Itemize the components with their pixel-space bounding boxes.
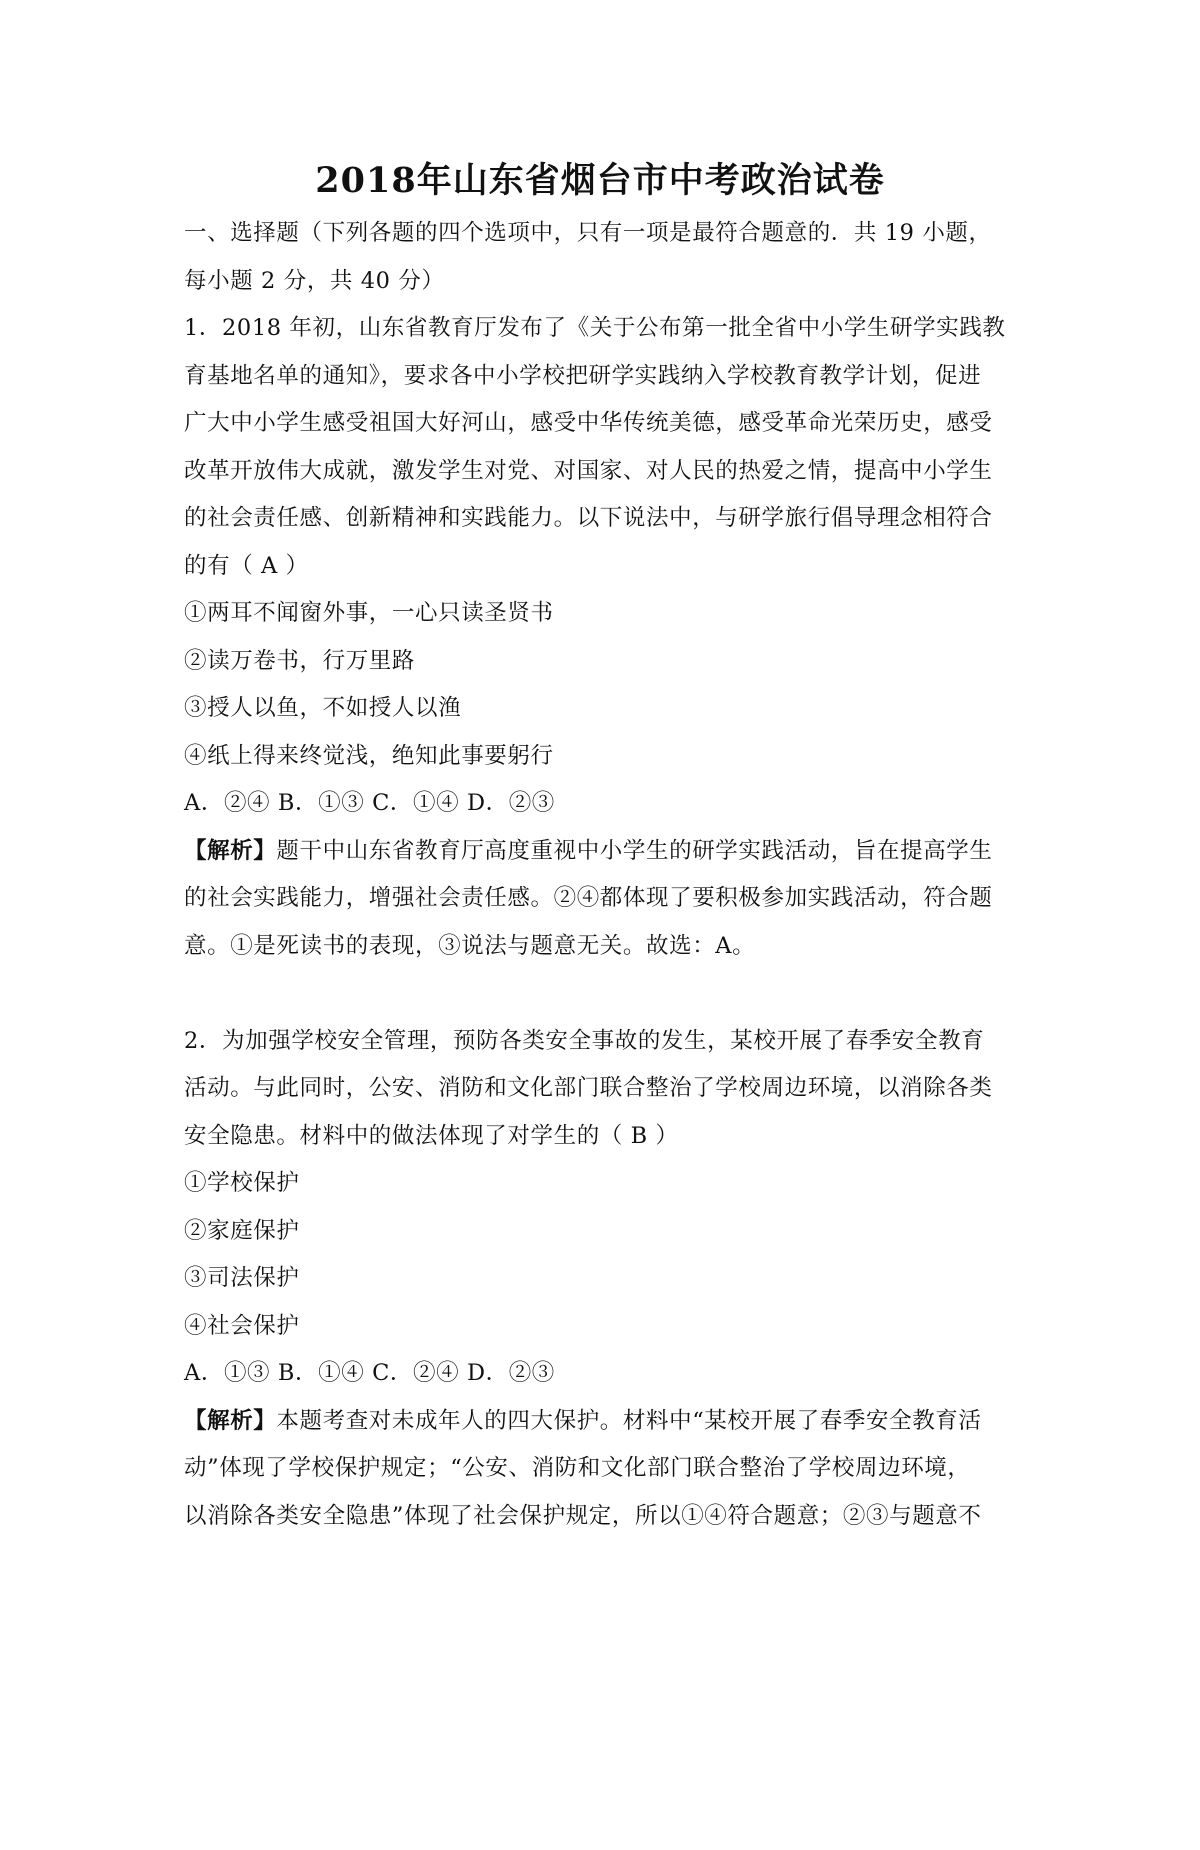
list-item: ①两耳不闻窗外事，一心只读圣贤书 bbox=[184, 600, 554, 626]
text-line: 意。①是死读书的表现，③说法与题意无关。故选：A。 bbox=[184, 932, 756, 959]
text-line: 安全隐患。材料中的做法体现了对学生的（ B ） bbox=[184, 1122, 679, 1149]
question-1-options bbox=[184, 780, 1016, 828]
list-item: ②读万卷书，行万里路 bbox=[184, 647, 416, 674]
question-1-stem bbox=[184, 305, 1016, 590]
text-line: 本题考查对未成年人的四大保护。材料中“某校开展了春季安全教育活 bbox=[276, 1407, 982, 1434]
list-item: ④纸上得来终觉浅，绝知此事要躬行 bbox=[184, 742, 554, 769]
list-item: ④社会保护 bbox=[184, 1312, 300, 1339]
list-item: ③授人以鱼，不如授人以渔 bbox=[184, 695, 462, 721]
question-1-analysis bbox=[184, 828, 1016, 971]
question-2-items bbox=[184, 1160, 1016, 1350]
question-1-items bbox=[184, 590, 1016, 780]
question-2-options bbox=[184, 1350, 1016, 1398]
text-line: 2．为加强学校安全管理，预防各类安全事故的发生，某校开展了春季安全教育 bbox=[184, 1027, 985, 1054]
analysis-label: 【解析】 bbox=[184, 1407, 277, 1434]
document-page bbox=[0, 152, 1200, 1850]
text-line: 题干中山东省教育厅高度重视中小学生的研学实践活动，旨在提高学生 bbox=[276, 837, 993, 864]
text-line: 的社会实践能力，增强社会责任感。②④都体现了要积极参加实践活动，符合题 bbox=[184, 885, 993, 911]
text-line: 以消除各类安全隐患”体现了社会保护规定，所以①④符合题意；②③与题意不 bbox=[184, 1502, 982, 1529]
text-line: 育基地名单的通知》，要求各中小学校把研学实践纳入学校教育教学计划，促进 bbox=[184, 362, 982, 389]
document-body bbox=[184, 210, 1016, 1540]
text-line: 的有（ A ） bbox=[184, 552, 309, 579]
list-item: ①学校保护 bbox=[184, 1170, 300, 1196]
text-line: 一、选择题（下列各题的四个选项中，只有一项是最符合题意的．共 19 小题， bbox=[184, 220, 992, 246]
answer-options: A．②④ B．①③ C．①④ D．②③ bbox=[184, 790, 555, 816]
page-title: 2018年山东省烟台市中考政治试卷 bbox=[315, 160, 885, 201]
text-line: 广大中小学生感受祖国大好河山，感受中华传统美德，感受革命光荣历史，感受 bbox=[184, 410, 993, 436]
answer-options: A．①③ B．①④ C．②④ D．②③ bbox=[184, 1360, 555, 1386]
text-line: 1．2018 年初，山东省教育厅发布了《关于公布第一批全省中小学生研学实践教 bbox=[184, 315, 1006, 341]
text-line: 每小题 2 分，共 40 分） bbox=[184, 267, 445, 294]
text-line: 活动。与此同时，公安、消防和文化部门联合整治了学校周边环境，以消除各类 bbox=[184, 1075, 993, 1101]
list-item: ③司法保护 bbox=[184, 1265, 300, 1291]
question-2-stem bbox=[184, 1018, 1016, 1161]
text-line: 动”体现了学校保护规定；“公安、消防和文化部门联合整治了学校周边环境， bbox=[184, 1455, 971, 1481]
list-item: ②家庭保护 bbox=[184, 1217, 300, 1244]
blank-line bbox=[184, 970, 1016, 1018]
text-line: 改革开放伟大成就，激发学生对党、对国家、对人民的热爱之情，提高中小学生 bbox=[184, 457, 993, 484]
analysis-label: 【解析】 bbox=[184, 837, 277, 864]
question-2-analysis bbox=[184, 1398, 1016, 1541]
text-line: 的社会责任感、创新精神和实践能力。以下说法中，与研学旅行倡导理念相符合 bbox=[184, 505, 993, 531]
section-heading bbox=[184, 210, 1016, 305]
